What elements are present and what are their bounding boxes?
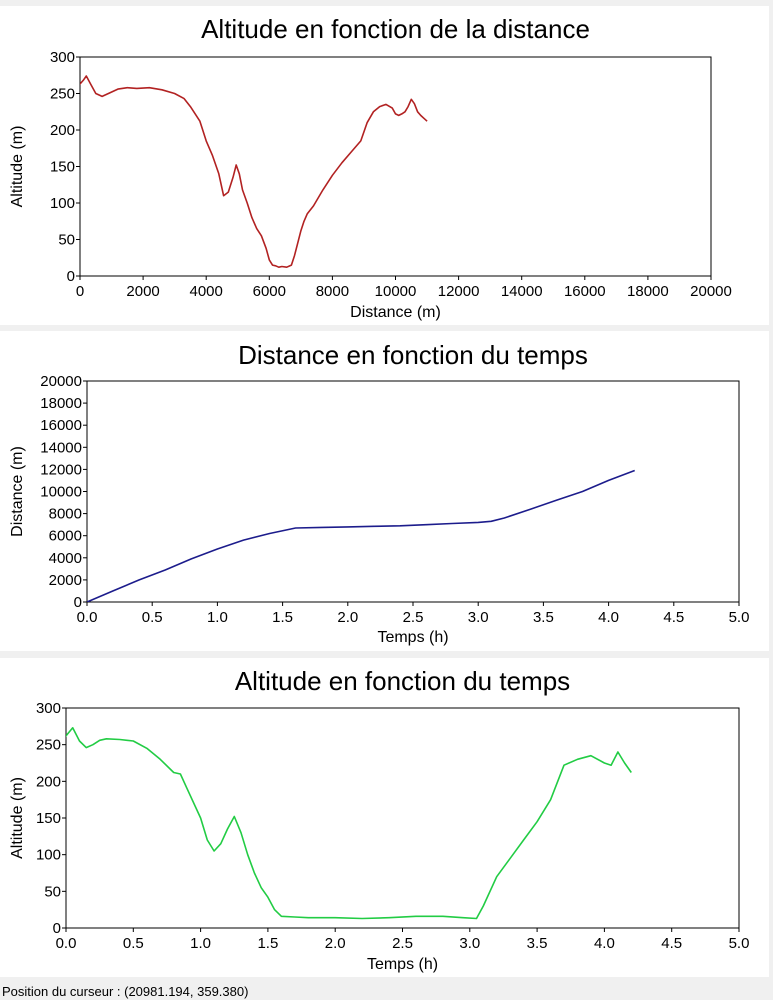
x-tick-label: 1.5 (272, 609, 294, 626)
y-tick-label: 150 (49, 158, 75, 176)
x-tick-label: 5.0 (728, 935, 750, 952)
y-tick-label: 100 (35, 846, 61, 864)
y-tick-label: 8000 (48, 505, 82, 523)
plot-area (87, 381, 739, 602)
y-tick-label: 16000 (40, 417, 82, 435)
y-tick-label: 20000 (40, 373, 82, 390)
chart-panel-altitude-time (0, 658, 769, 977)
x-tick-label: 18000 (627, 283, 669, 300)
y-tick-label: 50 (58, 231, 75, 249)
x-axis-label: Temps (h) (377, 629, 449, 646)
cursor-position-text: Position du curseur : (20981.194, 359.380) (2, 984, 249, 999)
chart-title: Altitude en fonction de la distance (201, 14, 590, 44)
x-tick-label: 2.0 (337, 609, 359, 626)
x-tick-label: 2000 (126, 283, 160, 300)
x-tick-label: 0 (75, 283, 85, 300)
y-tick-label: 12000 (40, 461, 82, 479)
x-tick-label: 4000 (189, 283, 223, 300)
y-tick-label: 250 (49, 85, 75, 103)
y-tick-label: 4000 (48, 549, 82, 567)
x-tick-label: 16000 (563, 283, 606, 300)
x-tick-label: 10000 (374, 283, 417, 300)
y-tick-label: 300 (49, 49, 75, 66)
y-tick-label: 0 (66, 268, 75, 285)
x-tick-label: 5.0 (728, 609, 750, 626)
plot-area (80, 57, 711, 276)
y-tick-label: 200 (49, 122, 75, 139)
x-tick-label: 0.0 (55, 935, 77, 952)
x-tick-label: 4.5 (663, 609, 685, 626)
x-tick-label: 2.5 (402, 609, 424, 626)
x-tick-label: 12000 (437, 283, 480, 300)
y-tick-label: 100 (49, 195, 75, 212)
x-tick-label: 8000 (315, 283, 350, 300)
y-tick-label: 50 (44, 883, 61, 901)
x-tick-label: 4.5 (661, 935, 683, 952)
y-axis-label: Distance (m) (9, 446, 26, 537)
x-tick-label: 1.0 (206, 609, 228, 626)
y-tick-label: 18000 (40, 395, 82, 413)
chart-panel-distance-time (0, 331, 769, 651)
x-tick-label: 3.0 (459, 935, 481, 952)
x-tick-label: 20000 (690, 283, 732, 300)
y-axis-label: Altitude (m) (9, 125, 26, 208)
distance-time-chart (0, 331, 769, 651)
plot-area (66, 708, 739, 928)
altitude-time-chart (0, 658, 769, 977)
y-tick-label: 2000 (48, 571, 82, 589)
y-axis-label: Altitude (m) (9, 777, 26, 859)
chart-panel-altitude-distance (0, 6, 769, 325)
y-tick-label: 14000 (40, 439, 82, 457)
chart-title: Altitude en fonction du temps (234, 666, 571, 696)
chart-title: Distance en fonction du temps (238, 340, 588, 370)
x-tick-label: 3.5 (526, 935, 548, 952)
x-tick-label: 1.5 (257, 935, 279, 952)
x-tick-label: 1.0 (190, 935, 212, 952)
y-tick-label: 200 (35, 773, 61, 791)
x-tick-label: 3.5 (532, 609, 554, 626)
y-tick-label: 250 (35, 736, 61, 754)
y-tick-label: 6000 (48, 527, 82, 545)
x-tick-label: 2.0 (324, 935, 346, 952)
y-tick-label: 10000 (40, 483, 82, 501)
x-axis-label: Temps (h) (366, 956, 439, 973)
x-tick-label: 4.0 (598, 609, 620, 626)
x-axis-label: Distance (m) (350, 304, 441, 321)
x-tick-label: 14000 (500, 283, 543, 300)
x-tick-label: 0.0 (76, 609, 98, 626)
y-tick-label: 300 (35, 700, 61, 717)
x-tick-label: 0.5 (122, 935, 144, 952)
y-tick-label: 0 (52, 920, 61, 937)
x-tick-label: 0.5 (141, 609, 163, 626)
altitude-distance-chart (0, 6, 769, 325)
y-tick-label: 150 (35, 810, 61, 827)
x-tick-label: 4.0 (593, 935, 615, 952)
x-tick-label: 2.5 (392, 935, 413, 952)
y-tick-label: 0 (73, 594, 82, 611)
status-bar (0, 983, 773, 1000)
x-tick-label: 3.0 (467, 609, 489, 626)
x-tick-label: 6000 (252, 283, 286, 300)
